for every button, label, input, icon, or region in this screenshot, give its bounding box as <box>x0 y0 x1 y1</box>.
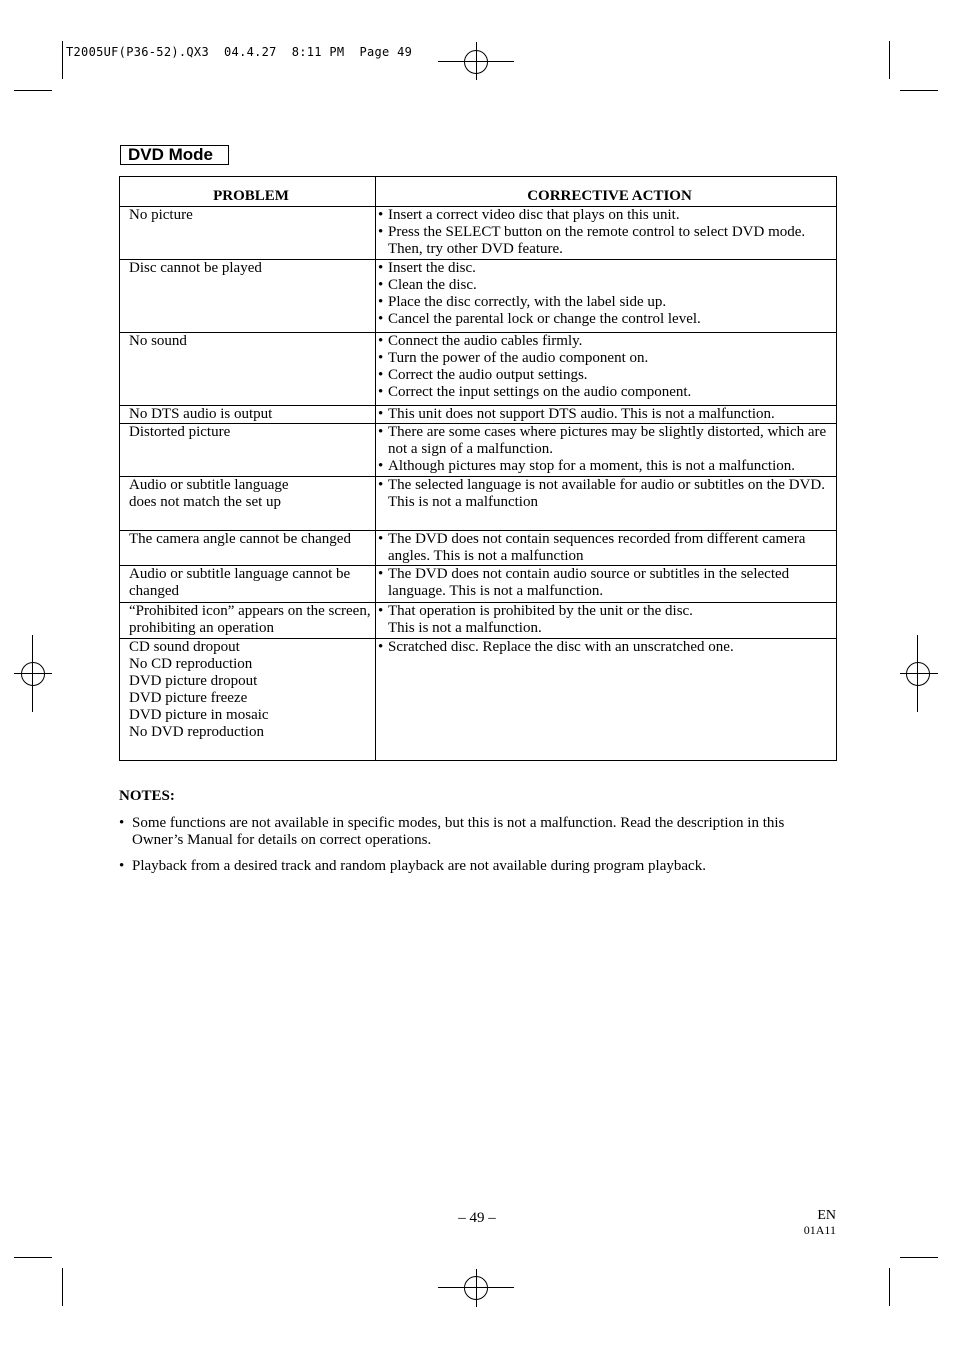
action-item <box>378 207 834 224</box>
registration-line <box>476 1269 477 1307</box>
notes-section <box>119 788 819 884</box>
action-item <box>378 311 834 328</box>
problem-text: DVD picture in mosaic <box>129 707 269 723</box>
problem-text: Audio or subtitle language cannot be changed <box>129 566 351 599</box>
problem-text: No sound <box>129 333 187 349</box>
action-cell <box>376 333 837 406</box>
action-item <box>378 277 834 294</box>
registration-line <box>900 673 938 674</box>
crop-mark-bottom-left-v <box>62 1268 63 1306</box>
bullet-icon: • <box>119 858 125 874</box>
action-item <box>378 603 834 620</box>
action-text: Press the SELECT button on the remote control to select DVD mode. Then, try other DVD feature. <box>388 224 806 257</box>
action-text: Correct the audio output settings. <box>388 367 588 383</box>
action-cell <box>376 207 837 260</box>
action-item <box>378 620 834 637</box>
registration-line <box>14 673 52 674</box>
problem-text: The camera angle cannot be changed <box>129 531 351 547</box>
action-item <box>378 406 834 423</box>
problem-cell <box>120 207 376 260</box>
footer-lang-code <box>804 1208 836 1238</box>
page-number: – 49 – <box>458 1210 496 1226</box>
table-row <box>120 531 837 566</box>
action-text: This unit does not support DTS audio. This is not a malfunction. <box>388 406 775 422</box>
action-text: Although pictures may stop for a moment, this is not a malfunction. <box>388 458 796 474</box>
bullet-icon: • <box>378 603 384 619</box>
table-row <box>120 424 837 477</box>
action-text: Scratched disc. Replace the disc with an unscratched one. <box>388 639 734 655</box>
registration-mark-left <box>21 662 45 686</box>
problem-text: Audio or subtitle language <box>129 477 289 493</box>
action-cell <box>376 424 837 477</box>
crop-mark-top-left-v <box>62 41 63 79</box>
action-text: This is not a malfunction. <box>388 620 542 636</box>
table-row <box>120 333 837 406</box>
action-text: Insert the disc. <box>388 260 476 276</box>
bullet-icon: • <box>378 477 384 493</box>
action-item <box>378 224 834 258</box>
problem-cell <box>120 424 376 477</box>
action-item <box>378 350 834 367</box>
bullet-icon: • <box>378 350 384 366</box>
table-row <box>120 566 837 603</box>
problem-text: No CD reproduction <box>129 656 253 672</box>
table-row <box>120 406 837 424</box>
note-item <box>119 815 819 849</box>
bullet-icon: • <box>378 294 384 310</box>
crop-mark-bottom-left-h <box>14 1257 52 1258</box>
action-item <box>378 260 834 277</box>
problem-cell <box>120 531 376 566</box>
action-text: Turn the power of the audio component on. <box>388 350 649 366</box>
action-item <box>378 424 834 458</box>
action-text: The DVD does not contain audio source or subtitles in the selected language. This is not a malfunction. <box>388 566 790 599</box>
problem-cell <box>120 566 376 603</box>
note-text: Playback from a desired track and random playback are not available during program playback. <box>132 858 706 874</box>
registration-line <box>438 61 514 62</box>
table-row <box>120 207 837 260</box>
action-text: Connect the audio cables firmly. <box>388 333 583 349</box>
problem-text: CD sound dropout <box>129 639 240 655</box>
table-row <box>120 603 837 639</box>
crop-mark-top-right-v <box>889 41 890 79</box>
problem-text: No DTS audio is output <box>129 406 273 422</box>
table-body <box>120 207 837 761</box>
action-text: Insert a correct video disc that plays on this unit. <box>388 207 680 223</box>
crop-mark-bottom-right-h <box>900 1257 938 1258</box>
bullet-icon: • <box>378 531 384 547</box>
bullet-icon: • <box>378 458 384 474</box>
bullet-icon: • <box>378 224 384 240</box>
action-text: The selected language is not available for audio or subtitles on the DVD. <box>388 477 825 493</box>
bullet-icon: • <box>378 406 384 422</box>
problem-text: No DVD reproduction <box>129 724 264 740</box>
action-item <box>378 333 834 350</box>
bullet-icon <box>378 620 388 637</box>
action-text: Cancel the parental lock or change the control level. <box>388 311 701 327</box>
table-row <box>120 639 837 761</box>
action-cell <box>376 603 837 639</box>
problem-cell <box>120 603 376 639</box>
action-text: That operation is prohibited by the unit or the disc. <box>388 603 693 619</box>
bullet-icon: • <box>119 815 125 831</box>
action-cell <box>376 260 837 333</box>
action-text: Clean the disc. <box>388 277 477 293</box>
action-text: There are some cases where pictures may be slightly distorted, which are not a sign of a malfunction. <box>388 424 827 457</box>
action-text: Place the disc correctly, with the label side up. <box>388 294 667 310</box>
action-item <box>378 531 834 565</box>
action-cell <box>376 531 837 566</box>
problem-text: Disc cannot be played <box>129 260 262 276</box>
document-code: 01A11 <box>803 1223 836 1237</box>
problem-text: does not match the set up <box>129 494 282 510</box>
action-item <box>378 494 834 511</box>
action-item <box>378 294 834 311</box>
bullet-icon: • <box>378 424 384 440</box>
problem-cell <box>120 260 376 333</box>
bullet-icon: • <box>378 384 384 400</box>
problem-text: “Prohibited icon” appears on the screen, prohibiting an operation <box>129 603 371 636</box>
crop-mark-top-right-h <box>900 90 938 91</box>
notes-list <box>119 815 819 875</box>
note-text: Some functions are not available in specific modes, but this is not a malfunction. Read the description in this Owner’s Manual for details on correct operations. <box>132 815 785 848</box>
crop-mark-bottom-right-v <box>889 1268 890 1306</box>
action-item <box>378 477 834 494</box>
notes-heading: NOTES: <box>119 788 175 804</box>
action-cell <box>376 639 837 761</box>
problem-text: Distorted picture <box>129 424 231 440</box>
bullet-icon: • <box>378 207 384 223</box>
problem-text: No picture <box>129 207 193 223</box>
table-row <box>120 260 837 333</box>
header-problem: PROBLEM <box>120 177 376 207</box>
problem-cell <box>120 639 376 761</box>
action-item <box>378 566 834 600</box>
registration-mark-right <box>906 662 930 686</box>
problem-text: DVD picture freeze <box>129 690 248 706</box>
bullet-icon: • <box>378 260 384 276</box>
bullet-icon: • <box>378 277 384 293</box>
action-item <box>378 639 834 656</box>
problem-text: DVD picture dropout <box>129 673 258 689</box>
header-corrective-action: CORRECTIVE ACTION <box>376 177 837 207</box>
table-header-row <box>120 177 837 207</box>
action-cell <box>376 406 837 424</box>
language-label: EN <box>817 1208 836 1223</box>
problem-cell <box>120 477 376 531</box>
bullet-icon: • <box>378 367 384 383</box>
action-cell <box>376 477 837 531</box>
table-row <box>120 477 837 531</box>
registration-line <box>438 1287 514 1288</box>
action-item <box>378 458 834 475</box>
bullet-icon: • <box>378 566 384 582</box>
troubleshooting-table <box>119 176 837 761</box>
action-cell <box>376 566 837 603</box>
crop-mark-top-left-h <box>14 90 52 91</box>
bullet-icon: • <box>378 311 384 327</box>
action-item <box>378 367 834 384</box>
action-text: Correct the input settings on the audio component. <box>388 384 692 400</box>
bullet-icon <box>378 494 388 511</box>
bullet-icon: • <box>378 333 384 349</box>
problem-cell <box>120 333 376 406</box>
action-text: The DVD does not contain sequences recorded from different camera angles. This is not a malfunction <box>388 531 806 564</box>
action-text: This is not a malfunction <box>388 494 538 510</box>
print-slug: T2005UF(P36-52).QX3 04.4.27 8:11 PM Page 49 <box>66 45 413 59</box>
section-title: DVD Mode <box>120 145 229 165</box>
bullet-icon: • <box>378 639 384 655</box>
note-item <box>119 858 819 875</box>
action-item <box>378 384 834 401</box>
problem-cell <box>120 406 376 424</box>
